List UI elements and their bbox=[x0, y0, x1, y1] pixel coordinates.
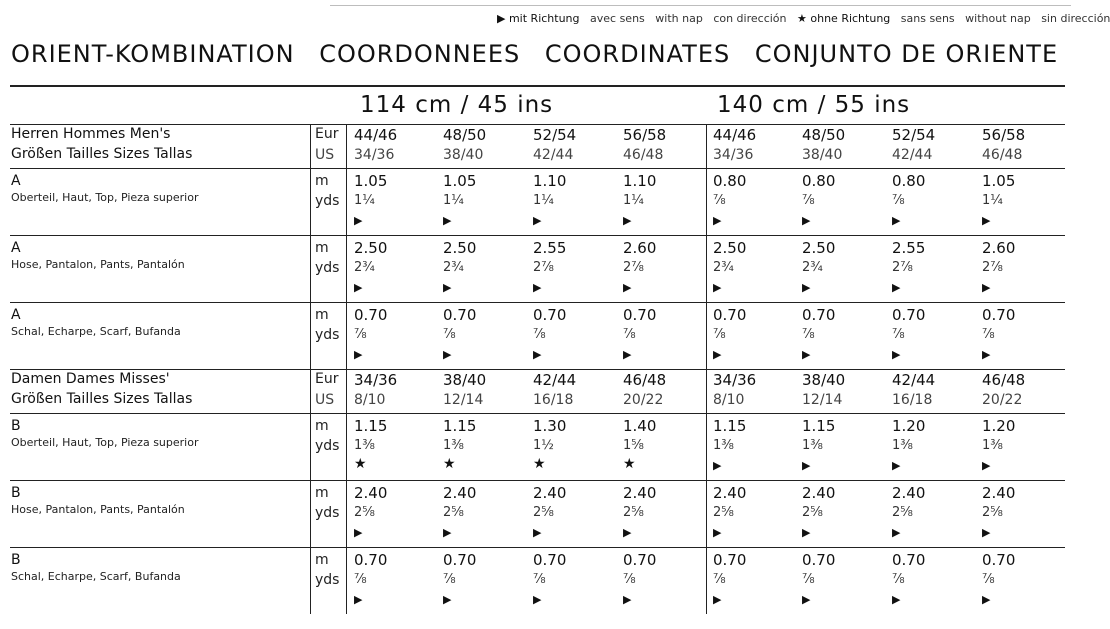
nap-symbol-icon: ▶ bbox=[982, 526, 991, 539]
meters-cell: 0.70 bbox=[802, 306, 836, 324]
meters-cell: 1.05 bbox=[443, 172, 477, 190]
yards-cell: ⅞ bbox=[802, 193, 815, 208]
us-size-cell: 42/44 bbox=[892, 147, 933, 163]
meters-cell: 1.10 bbox=[533, 172, 567, 190]
nap-symbol-icon: ▶ bbox=[713, 348, 722, 361]
unit-meters: m bbox=[315, 240, 329, 256]
eur-size-cell: 42/44 bbox=[533, 371, 577, 389]
unit-yards: yds bbox=[315, 572, 340, 588]
meters-cell: 1.30 bbox=[533, 417, 567, 435]
yards-cell: 2⅝ bbox=[623, 505, 644, 520]
meters-cell: 2.50 bbox=[443, 239, 477, 257]
us-size-cell: 8/10 bbox=[354, 392, 386, 408]
nap-symbol-icon: ▶ bbox=[533, 281, 542, 294]
meters-cell: 1.10 bbox=[623, 172, 657, 190]
view-label: A bbox=[11, 173, 21, 189]
meters-cell: 2.40 bbox=[713, 484, 747, 502]
meters-cell: 1.15 bbox=[443, 417, 477, 435]
meters-cell: 0.70 bbox=[982, 551, 1016, 569]
meters-cell: 0.70 bbox=[892, 551, 926, 569]
legend-nap-es: con dirección bbox=[713, 12, 787, 25]
yards-cell: ⅞ bbox=[802, 572, 815, 587]
unit-meters: m bbox=[315, 418, 329, 434]
top-gray-rule bbox=[330, 5, 1071, 6]
meters-cell: 2.50 bbox=[802, 239, 836, 257]
meters-cell: 2.60 bbox=[623, 239, 657, 257]
legend-nonap-es: sin dirección bbox=[1041, 12, 1110, 25]
meters-cell: 0.70 bbox=[713, 551, 747, 569]
nap-symbol-icon: ▶ bbox=[892, 214, 901, 227]
meters-cell: 1.40 bbox=[623, 417, 657, 435]
eur-size-cell: 38/40 bbox=[443, 371, 487, 389]
legend-nonap-en: without nap bbox=[965, 12, 1031, 25]
table-row-divider bbox=[10, 547, 1065, 548]
table-row-divider bbox=[10, 480, 1065, 481]
nap-symbol-icon: ▶ bbox=[713, 214, 722, 227]
fabric-width-114: 114 cm / 45 ins bbox=[360, 92, 554, 118]
yards-cell: 1¼ bbox=[982, 193, 1003, 208]
nap-symbol-icon: ▶ bbox=[623, 526, 632, 539]
yards-cell: 1¼ bbox=[623, 193, 644, 208]
nap-symbol-icon: ▶ bbox=[533, 593, 542, 606]
nap-symbol-icon: ▶ bbox=[354, 593, 363, 606]
table-row-divider bbox=[10, 302, 1065, 303]
nap-symbol-icon: ▶ bbox=[802, 526, 811, 539]
table-row-divider bbox=[10, 413, 1065, 414]
eur-size-cell: 44/46 bbox=[713, 126, 757, 144]
nap-symbol-icon: ▶ bbox=[802, 459, 811, 472]
yards-cell: 2⅞ bbox=[623, 260, 644, 275]
nonap-star-icon: ★ bbox=[797, 12, 807, 25]
meters-cell: 0.70 bbox=[443, 306, 477, 324]
eur-size-cell: 56/58 bbox=[623, 126, 667, 144]
meters-cell: 0.70 bbox=[443, 551, 477, 569]
unit-us: US bbox=[315, 147, 335, 163]
yards-cell: ⅞ bbox=[982, 327, 995, 342]
eur-size-cell: 56/58 bbox=[982, 126, 1026, 144]
nap-symbol-icon: ▶ bbox=[354, 526, 363, 539]
legend-nap-en: with nap bbox=[655, 12, 703, 25]
nap-symbol-icon: ▶ bbox=[892, 593, 901, 606]
yards-cell: ⅞ bbox=[443, 327, 456, 342]
yards-cell: ⅞ bbox=[623, 327, 636, 342]
nap-symbol-icon: ▶ bbox=[713, 593, 722, 606]
nap-symbol-icon: ▶ bbox=[623, 214, 632, 227]
us-size-cell: 16/18 bbox=[892, 392, 933, 408]
nap-symbol-icon: ▶ bbox=[623, 348, 632, 361]
title-de: ORIENT-KOMBINATION bbox=[11, 40, 295, 68]
meters-cell: 1.15 bbox=[713, 417, 747, 435]
nap-symbol-icon: ▶ bbox=[982, 348, 991, 361]
legend-nonap-fr: sans sens bbox=[900, 12, 955, 25]
nap-symbol-icon: ▶ bbox=[802, 214, 811, 227]
nap-symbol-icon: ▶ bbox=[982, 459, 991, 472]
yards-cell: 1½ bbox=[533, 438, 554, 453]
garment-description: Hose, Pantalon, Pants, Pantalón bbox=[11, 258, 185, 271]
nap-symbol-icon: ▶ bbox=[354, 348, 363, 361]
nap-symbol-icon: ★ bbox=[623, 456, 636, 472]
us-size-cell: 34/36 bbox=[354, 147, 395, 163]
nap-symbol-icon: ▶ bbox=[533, 214, 542, 227]
nap-legend bbox=[497, 12, 1110, 25]
nap-symbol-icon: ▶ bbox=[533, 526, 542, 539]
unit-meters: m bbox=[315, 552, 329, 568]
unit-yards: yds bbox=[315, 327, 340, 343]
yards-cell: 1⅜ bbox=[443, 438, 464, 453]
garment-description: Hose, Pantalon, Pants, Pantalón bbox=[11, 503, 185, 516]
unit-meters: m bbox=[315, 485, 329, 501]
nap-symbol-icon: ▶ bbox=[802, 593, 811, 606]
legend-nonap-de: ohne Richtung bbox=[810, 12, 891, 25]
eur-size-cell: 42/44 bbox=[892, 371, 936, 389]
meters-cell: 2.60 bbox=[982, 239, 1016, 257]
yards-cell: 2⅞ bbox=[533, 260, 554, 275]
legend-nap-fr: avec sens bbox=[590, 12, 645, 25]
meters-cell: 0.80 bbox=[892, 172, 926, 190]
eur-size-cell: 34/36 bbox=[713, 371, 757, 389]
view-label: B bbox=[11, 552, 21, 568]
yards-cell: ⅞ bbox=[892, 193, 905, 208]
yards-cell: 2¾ bbox=[713, 260, 734, 275]
nap-symbol-icon: ▶ bbox=[892, 459, 901, 472]
unit-yards: yds bbox=[315, 260, 340, 276]
meters-cell: 2.40 bbox=[533, 484, 567, 502]
nap-symbol-icon: ▶ bbox=[802, 348, 811, 361]
view-label: A bbox=[11, 240, 21, 256]
yards-cell: 2⅝ bbox=[354, 505, 375, 520]
meters-cell: 0.80 bbox=[802, 172, 836, 190]
yards-cell: ⅞ bbox=[533, 327, 546, 342]
yards-cell: 2¾ bbox=[443, 260, 464, 275]
eur-size-cell: 52/54 bbox=[533, 126, 577, 144]
yards-cell: ⅞ bbox=[982, 572, 995, 587]
yards-cell: 2⅝ bbox=[443, 505, 464, 520]
yards-cell: 2⅝ bbox=[802, 505, 823, 520]
table-row-divider bbox=[10, 369, 1065, 370]
garment-description: Oberteil, Haut, Top, Pieza superior bbox=[11, 191, 199, 204]
eur-size-cell: 48/50 bbox=[443, 126, 487, 144]
meters-cell: 1.05 bbox=[982, 172, 1016, 190]
us-size-cell: 20/22 bbox=[982, 392, 1023, 408]
yards-cell: 1¼ bbox=[354, 193, 375, 208]
us-size-cell: 20/22 bbox=[623, 392, 664, 408]
nap-symbol-icon: ▶ bbox=[892, 281, 901, 294]
meters-cell: 0.70 bbox=[533, 551, 567, 569]
yards-cell: ⅞ bbox=[892, 572, 905, 587]
yards-cell: 2¾ bbox=[802, 260, 823, 275]
nap-symbol-icon: ★ bbox=[533, 456, 546, 472]
title-en: COORDINATES bbox=[544, 40, 731, 68]
title-underline bbox=[10, 85, 1065, 87]
yards-cell: 1¼ bbox=[533, 193, 554, 208]
nap-symbol-icon: ▶ bbox=[623, 281, 632, 294]
yards-cell: ⅞ bbox=[713, 193, 726, 208]
nap-symbol-icon: ▶ bbox=[982, 214, 991, 227]
table-row-divider bbox=[10, 168, 1065, 169]
unit-yards: yds bbox=[315, 193, 340, 209]
us-size-cell: 12/14 bbox=[802, 392, 843, 408]
yards-cell: 1⅜ bbox=[802, 438, 823, 453]
yards-cell: ⅞ bbox=[533, 572, 546, 587]
meters-cell: 0.70 bbox=[802, 551, 836, 569]
yards-cell: ⅞ bbox=[354, 327, 367, 342]
us-size-cell: 8/10 bbox=[713, 392, 745, 408]
meters-cell: 2.40 bbox=[892, 484, 926, 502]
yards-cell: 1⅜ bbox=[713, 438, 734, 453]
yards-cell: ⅞ bbox=[354, 572, 367, 587]
meters-cell: 1.15 bbox=[802, 417, 836, 435]
yards-cell: 2⅞ bbox=[982, 260, 1003, 275]
title-fr: COORDONNEES bbox=[319, 40, 521, 68]
meters-cell: 0.70 bbox=[713, 306, 747, 324]
nap-symbol-icon: ▶ bbox=[892, 348, 901, 361]
meters-cell: 2.50 bbox=[713, 239, 747, 257]
eur-size-cell: 46/48 bbox=[982, 371, 1026, 389]
meters-cell: 1.20 bbox=[892, 417, 926, 435]
eur-size-cell: 38/40 bbox=[802, 371, 846, 389]
garment-description: Oberteil, Haut, Top, Pieza superior bbox=[11, 436, 199, 449]
yards-cell: ⅞ bbox=[713, 327, 726, 342]
meters-cell: 0.70 bbox=[623, 551, 657, 569]
eur-size-cell: 44/46 bbox=[354, 126, 398, 144]
yards-cell: 2¾ bbox=[354, 260, 375, 275]
meters-cell: 0.70 bbox=[892, 306, 926, 324]
view-label: B bbox=[11, 485, 21, 501]
unit-meters: m bbox=[315, 173, 329, 189]
legend-nap-de: mit Richtung bbox=[508, 12, 580, 25]
meters-cell: 0.70 bbox=[982, 306, 1016, 324]
size-group-label: Herren Hommes Men's bbox=[11, 126, 171, 142]
nap-symbol-icon: ▶ bbox=[443, 348, 452, 361]
us-size-cell: 42/44 bbox=[533, 147, 574, 163]
meters-cell: 2.40 bbox=[354, 484, 388, 502]
meters-cell: 2.40 bbox=[623, 484, 657, 502]
yards-cell: 1⅜ bbox=[354, 438, 375, 453]
table-row-divider bbox=[10, 124, 1065, 125]
yards-cell: 2⅝ bbox=[892, 505, 913, 520]
page-title bbox=[11, 40, 1074, 68]
us-size-cell: 16/18 bbox=[533, 392, 574, 408]
meters-cell: 0.70 bbox=[623, 306, 657, 324]
us-size-cell: 38/40 bbox=[802, 147, 843, 163]
yards-cell: 1¼ bbox=[443, 193, 464, 208]
us-size-cell: 34/36 bbox=[713, 147, 754, 163]
unit-yards: yds bbox=[315, 438, 340, 454]
nap-symbol-icon: ▶ bbox=[443, 214, 452, 227]
eur-size-cell: 48/50 bbox=[802, 126, 846, 144]
meters-cell: 2.55 bbox=[533, 239, 567, 257]
nap-symbol-icon: ▶ bbox=[354, 281, 363, 294]
yards-cell: 2⅞ bbox=[892, 260, 913, 275]
nap-symbol-icon: ▶ bbox=[713, 281, 722, 294]
nap-arrow-icon: ▶ bbox=[497, 12, 506, 25]
garment-description: Schal, Echarpe, Scarf, Bufanda bbox=[11, 325, 181, 338]
nap-symbol-icon: ▶ bbox=[713, 459, 722, 472]
nap-symbol-icon: ▶ bbox=[892, 526, 901, 539]
size-group-sublabel: Größen Tailles Sizes Tallas bbox=[11, 391, 193, 407]
yards-cell: 2⅝ bbox=[533, 505, 554, 520]
yards-cell: 1⅜ bbox=[892, 438, 913, 453]
eur-size-cell: 46/48 bbox=[623, 371, 667, 389]
yards-cell: 1⅜ bbox=[982, 438, 1003, 453]
yards-cell: 2⅝ bbox=[982, 505, 1003, 520]
view-label: B bbox=[11, 418, 21, 434]
us-size-cell: 38/40 bbox=[443, 147, 484, 163]
unit-us: US bbox=[315, 392, 335, 408]
nap-symbol-icon: ▶ bbox=[443, 281, 452, 294]
title-es: CONJUNTO DE ORIENTE bbox=[754, 40, 1059, 68]
nap-symbol-icon: ▶ bbox=[354, 214, 363, 227]
eur-size-cell: 52/54 bbox=[892, 126, 936, 144]
us-size-cell: 12/14 bbox=[443, 392, 484, 408]
yards-cell: ⅞ bbox=[623, 572, 636, 587]
size-group-label: Damen Dames Misses' bbox=[11, 371, 170, 387]
meters-cell: 0.70 bbox=[354, 551, 388, 569]
nap-symbol-icon: ★ bbox=[354, 456, 367, 472]
nap-symbol-icon: ▶ bbox=[443, 526, 452, 539]
meters-cell: 0.80 bbox=[713, 172, 747, 190]
nap-symbol-icon: ▶ bbox=[623, 593, 632, 606]
yards-cell: ⅞ bbox=[443, 572, 456, 587]
meters-cell: 0.70 bbox=[533, 306, 567, 324]
unit-meters: m bbox=[315, 307, 329, 323]
meters-cell: 2.40 bbox=[443, 484, 477, 502]
meters-cell: 1.15 bbox=[354, 417, 388, 435]
nap-symbol-icon: ▶ bbox=[443, 593, 452, 606]
meters-cell: 2.55 bbox=[892, 239, 926, 257]
meters-cell: 0.70 bbox=[354, 306, 388, 324]
nap-symbol-icon: ▶ bbox=[802, 281, 811, 294]
yards-cell: ⅞ bbox=[802, 327, 815, 342]
meters-cell: 1.05 bbox=[354, 172, 388, 190]
yards-cell: ⅞ bbox=[892, 327, 905, 342]
view-label: A bbox=[11, 307, 21, 323]
meters-cell: 2.40 bbox=[802, 484, 836, 502]
nap-symbol-icon: ▶ bbox=[713, 526, 722, 539]
yards-cell: 1⅝ bbox=[623, 438, 644, 453]
unit-eur: Eur bbox=[315, 371, 339, 387]
meters-cell: 2.50 bbox=[354, 239, 388, 257]
unit-yards: yds bbox=[315, 505, 340, 521]
garment-description: Schal, Echarpe, Scarf, Bufanda bbox=[11, 570, 181, 583]
nap-symbol-icon: ▶ bbox=[533, 348, 542, 361]
table-row-divider bbox=[10, 235, 1065, 236]
meters-cell: 1.20 bbox=[982, 417, 1016, 435]
unit-eur: Eur bbox=[315, 126, 339, 142]
fabric-width-140: 140 cm / 55 ins bbox=[717, 92, 911, 118]
us-size-cell: 46/48 bbox=[623, 147, 664, 163]
meters-cell: 2.40 bbox=[982, 484, 1016, 502]
size-group-sublabel: Größen Tailles Sizes Tallas bbox=[11, 146, 193, 162]
us-size-cell: 46/48 bbox=[982, 147, 1023, 163]
eur-size-cell: 34/36 bbox=[354, 371, 398, 389]
yards-cell: ⅞ bbox=[713, 572, 726, 587]
nap-symbol-icon: ▶ bbox=[982, 593, 991, 606]
nap-symbol-icon: ★ bbox=[443, 456, 456, 472]
nap-symbol-icon: ▶ bbox=[982, 281, 991, 294]
yards-cell: 2⅝ bbox=[713, 505, 734, 520]
